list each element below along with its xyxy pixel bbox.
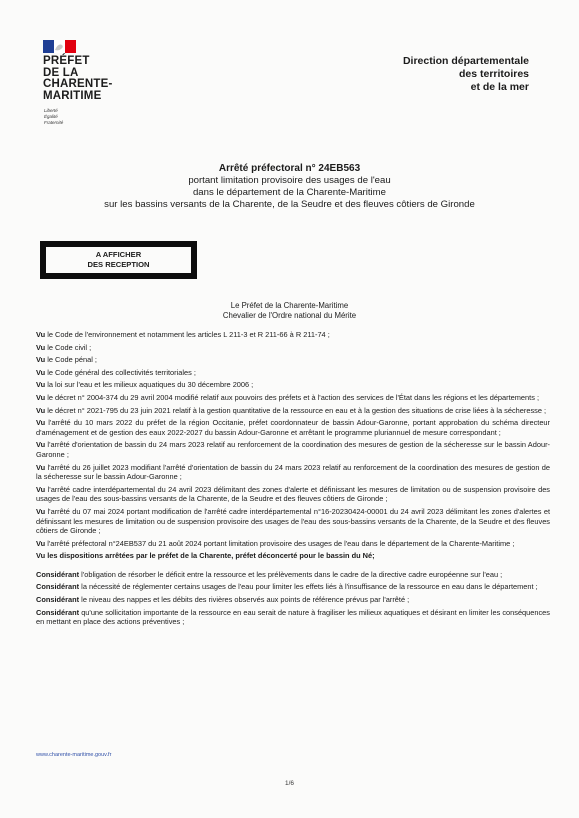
considerant-item-text: le niveau des nappes et les débits des rivières observés aux points de référence prévus par l'arrêté ; xyxy=(79,595,410,605)
prefecture-line: MARITIME xyxy=(43,89,102,102)
posting-notice-box xyxy=(40,241,197,279)
direction-line: et de la mer xyxy=(470,81,529,93)
visa-item xyxy=(36,355,550,365)
visa-item-text: le décret n° 2004-374 du 29 avril 2004 modifié relatif aux pouvoirs des préfets et à l'action des services de l'État dans les régions et les départements ; xyxy=(45,392,540,402)
decree-subtitle-1: portant limitation provisoire des usages de l'eau xyxy=(188,175,391,186)
visa-item-lead: Vu xyxy=(36,462,46,472)
direction-header xyxy=(403,55,529,94)
prefect-block xyxy=(0,301,579,321)
visa-item-lead: Vu xyxy=(36,330,46,339)
visa-item xyxy=(36,485,550,504)
considerant-item-text: la nécessité de réglementer certains usages de l'eau pour limiter les effets liés à l'insuffisance de la ressource en eau dans le département ; xyxy=(79,582,538,592)
prefecture-line: PRÉFET xyxy=(43,55,90,67)
decree-heading: Arrêté préfectoral n° 24EB563 xyxy=(218,163,361,174)
decree-subtitle-3: sur les bassins versants de la Charente, de la Seudre et des fleuves côtiers de Gironde xyxy=(104,199,475,210)
visa-item-lead: Vu xyxy=(36,418,46,428)
considerant-item-lead: Considérant xyxy=(36,582,80,592)
website-link[interactable]: www.charente-maritime.gouv.fr xyxy=(36,752,112,758)
visa-item xyxy=(36,330,550,340)
visa-item-text: l'arrêté cadre interdépartemental du 24 avril 2023 délimitant des zones d'alerte et définissant les mesures de limitation ou de suspension provisoire des usages de l'eau des sous-bassins versants de la Charente, de la Seudre et des fleuves côtiers de Gironde ; xyxy=(36,484,550,504)
republic-logo-icon xyxy=(43,40,76,53)
visa-item-text: l'arrêté préfectoral n°24EB537 du 21 août 2024 portant limitation provisoire des usages de l'eau dans le département de la Charente-Maritime ; xyxy=(45,538,515,548)
decree-body xyxy=(36,330,550,630)
considerant-item-lead: Considérant xyxy=(36,595,80,605)
visa-item-lead: Vu xyxy=(36,506,46,516)
decree-title xyxy=(0,163,579,211)
visa-item-text: le décret n° 2021-795 du 23 juin 2021 relatif à la gestion quantitative de la ressource en eau et à la gestion des situations de crise liées à la sécheresse ; xyxy=(45,405,547,415)
visa-item xyxy=(36,440,550,459)
considerant-item-lead: Considérant xyxy=(36,569,80,579)
posting-notice-line-2: DES RECEPTION xyxy=(87,260,150,269)
considerant-item xyxy=(36,608,550,627)
considerant-item xyxy=(36,570,550,580)
considerants-list xyxy=(36,570,550,627)
page-number: 1/6 xyxy=(285,780,294,787)
visa-item xyxy=(36,343,550,353)
visa-item-text: l'arrêté du 07 mai 2024 portant modification de l'arrêté cadre interdépartemental n°16-20230424-00001 du 24 avril 2023 délimitant les zones d'alertes et définissant les mesures de limitation ou de suspension provisoire des usages de l'eau des sous-bassins versants de la Charente, de la Seudre et des fleuves côtiers de Gironde ; xyxy=(36,506,550,536)
prefecture-line: CHARENTE- xyxy=(43,78,113,90)
visa-item-text: l'arrêté du 26 juillet 2023 modifiant l'arrêté d'orientation de bassin du 24 mars 2023 relatif au renforcement de la coordination des mesures de gestion de la sécheresse sur le bassin Adour-Garonne ; xyxy=(36,462,550,482)
visa-item-lead: Vu xyxy=(36,392,46,402)
considerant-item-lead: Considérant xyxy=(36,607,80,617)
visa-item-lead: Vu xyxy=(36,342,46,352)
visa-item-lead: Vu xyxy=(36,551,46,561)
visa-item-text: le Code de l'environnement et notamment les articles L 211-3 et R 211-66 à R 211-74 ; xyxy=(45,330,330,339)
considerant-item xyxy=(36,595,550,605)
visa-item-lead: Vu xyxy=(36,440,46,450)
visa-item-text: la loi sur l'eau et les milieux aquatiques du 30 décembre 2006 ; xyxy=(45,380,254,390)
direction-line: des territoires xyxy=(458,68,529,80)
prefect-distinction: Chevalier de l'Ordre national du Mérite xyxy=(222,311,357,320)
visa-item xyxy=(36,463,550,482)
visa-item xyxy=(36,418,550,437)
visa-item-lead: Vu xyxy=(36,355,46,365)
visa-item-text: l'arrêté d'orientation de bassin du 24 mars 2023 relatif au renforcement de la coordination des mesures de gestion de la sécheresse sur le bassin Adour-Garonne ; xyxy=(36,440,550,459)
vus-list xyxy=(36,330,550,561)
considerant-item xyxy=(36,582,550,592)
prefecture-line: DE LA xyxy=(43,66,79,79)
visa-item-lead: Vu xyxy=(36,405,46,415)
visa-item xyxy=(36,551,550,561)
republic-motto: Liberté Égalité Fraternité xyxy=(44,108,64,125)
visa-item-lead: Vu xyxy=(36,380,46,390)
direction-line: Direction départementale xyxy=(402,55,529,67)
visa-item-text: le Code civil ; xyxy=(45,342,92,352)
visa-item-text: le Code général des collectivités territoriales ; xyxy=(45,367,196,377)
visa-item xyxy=(36,393,550,403)
visa-item-text: l'arrêté du 10 mars 2022 du préfet de la région Occitanie, préfet coordonnateur de bassin Adour-Garonne, portant approbation du schéma directeur d'aménagement et de gestion des eaux 2022-2027 du bassin Adour-Garonne et arrêtant le programme pluriannuel de mesure correspondant ; xyxy=(36,418,550,437)
decree-subtitle-2: dans le département de la Charente-Maritime xyxy=(192,187,387,198)
visa-item xyxy=(36,380,550,390)
visa-item-lead: Vu xyxy=(36,538,46,548)
visa-item-lead: Vu xyxy=(36,484,46,494)
visa-item-text: les dispositions arrêtées par le préfet de la Charente, préfet déconcerté pour le bassin du Né; xyxy=(45,551,375,561)
considerant-item-text: qu'une sollicitation importante de la ressource en eau serait de nature à fragiliser les milieux aquatiques et désirant en limiter les conséquences en mettant en place des actions préventives ; xyxy=(36,607,550,627)
prefecture-name xyxy=(43,56,113,102)
visa-item xyxy=(36,368,550,378)
posting-notice-line-1: A AFFICHER xyxy=(95,250,142,259)
visa-item xyxy=(36,539,550,549)
visa-item-lead: Vu xyxy=(36,367,46,377)
considerant-item-text: l'obligation de résorber le déficit entre la ressource et les prélèvements dans le cadre de la directive cadre européenne sur l'eau ; xyxy=(79,569,503,579)
posting-notice-inner xyxy=(46,247,191,273)
visa-item xyxy=(36,507,550,536)
visa-item-text: le Code pénal ; xyxy=(45,355,97,365)
prefect-title: Le Préfet de la Charente-Maritime xyxy=(230,301,349,310)
visa-item xyxy=(36,406,550,416)
